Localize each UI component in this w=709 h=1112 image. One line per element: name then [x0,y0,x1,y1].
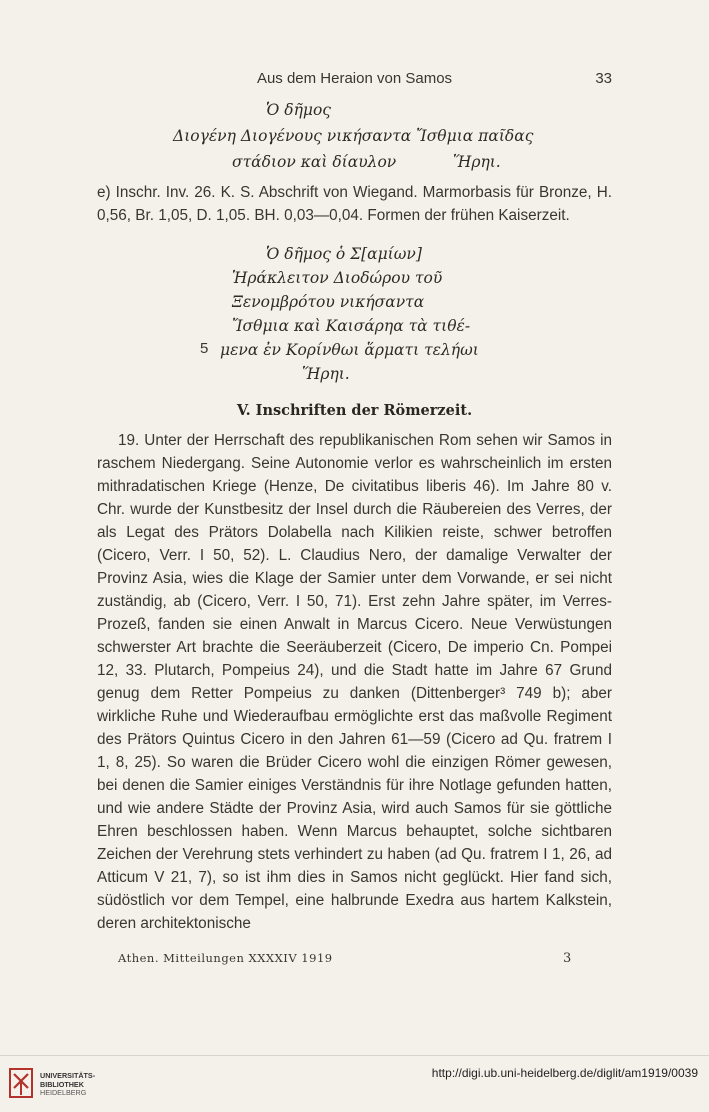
footer-signature-number: 3 [563,951,572,966]
inscription-e-line-1: Ὁ δῆμος ὁ Σ[αμίων] [266,245,422,263]
inscription-e-line-3: Ξενομβρότου νικήσαντα [232,293,425,311]
library-name-line-3: HEIDELBERG [40,1088,87,1097]
inscription-e-line-2: Ἡράκλειτον Διοδώρου τοῦ [232,269,443,287]
inscription-d-line-2: Διογένη Διογένους νικήσαντα Ἴσθμια παῖδας [173,127,534,145]
library-name-line-1: UNIVERSITÄTS- [40,1071,96,1080]
inscription-e-line-6: Ἥρηι. [302,365,350,383]
library-name [40,1072,95,1098]
page-number: 33 [595,70,612,87]
section-heading: V. Inschriften der Römerzeit. [236,402,473,419]
running-head [97,70,612,94]
inscription-line-number: 5 [200,340,209,357]
library-name-line-2: BIBLIOTHEK [40,1079,84,1089]
inscription-e-line-5: μενα ἐν Κορίνθωι ἅρματι τελήωι [220,341,479,359]
inscription-d-line-3a: στάδιον καὶ δίαυλον [232,153,397,171]
footer-signature: Athen. Mitteilungen XXXXIV 1919 [118,951,333,965]
paragraph-e: e) Inschr. Inv. 26. K. S. Abschrift von Wiegand. Marmorbasis für Bronze, H. 0,56, Br. 1,05, D. 1,05. BH. 0,03—0,04. Formen der frühen Kaiserzeit. [97,184,612,224]
inscription-e-line-4: Ἴσθμια καὶ Καισάρηα τὰ τιθέ- [232,317,471,335]
footer-divider [0,1055,709,1056]
source-url-link[interactable]: http://digi.ub.uni-heidelberg.de/diglit/am1919/0039 [431,1066,698,1080]
running-title: Aus dem Heraion von Samos [256,70,453,87]
library-logo[interactable] [8,1066,108,1106]
inscription-d-line-3b: Ἥρηι. [453,153,501,171]
library-emblem-icon [8,1066,36,1100]
inscription-d-line-1: Ὁ δῆμος [266,101,331,119]
paragraph-19: 19. Unter der Herrschaft des republikanischen Rom sehen wir Samos in raschem Niedergang. Seine Autonomie verlor es wahrscheinlich im ersten mithradatischen Kriege (Henze, De civitatibus liberis 46). Im Jahre 80 v. Chr. wurde der Kunstbesitz der Insel durch die Räubereien des Verres, der als Legat des Prätors Dolabella nach Kilikien reiste, schwer betroffen (Cicero, Verr. I 50, 52). L. Claudius Nero, der damalige Verwalter der Provinz Asia, wies die Klage der Samier unter dem Vorwande, er sei nicht zuständig, ab (Cicero, Verr. I 50, 71). Erst zehn Jahre später, im Verres-Prozeß, fanden sie einen Anwalt in Marcus Cicero. Neue Verwüstungen schwerster Art brachte die Seeräuberzeit (Cicero, De imperio Cn. Pompei 12, 33. Plutarch, Pompeius 24), und die Stadt hatte im Jahre 67 Grund genug dem Retter Pompeius zu danken (Dittenberger³ 749 b); aber wirkliche Ruhe und Wiederaufbau ermöglichte erst das maßvolle Regiment des Prätors Quintus Cicero in den Jahren 61—59 (Cicero ad Qu. fratrem I 1, 8, 25). So waren die Brüder Cicero wohl die einzigen Römer gewesen, bei denen die Samier einiges Verständnis für ihre Notlage gefunden hatten, und wie andere Städte der Provinz Asia, wird auch Samos für sie göttliche Ehren beschlossen haben. Wenn Marcus behauptet, solche sichtbaren Zeichen der Verehrung stets verhindert zu haben (ad Qu. fratrem I 1, 26, ad Atticum V 21, 7), so ist ihm dies in Samos nicht geglückt. Hier fand sich, südöstlich vor dem Tempel, eine halbrunde Exedra aus hartem Kalkstein, deren architektonische [97,432,612,932]
